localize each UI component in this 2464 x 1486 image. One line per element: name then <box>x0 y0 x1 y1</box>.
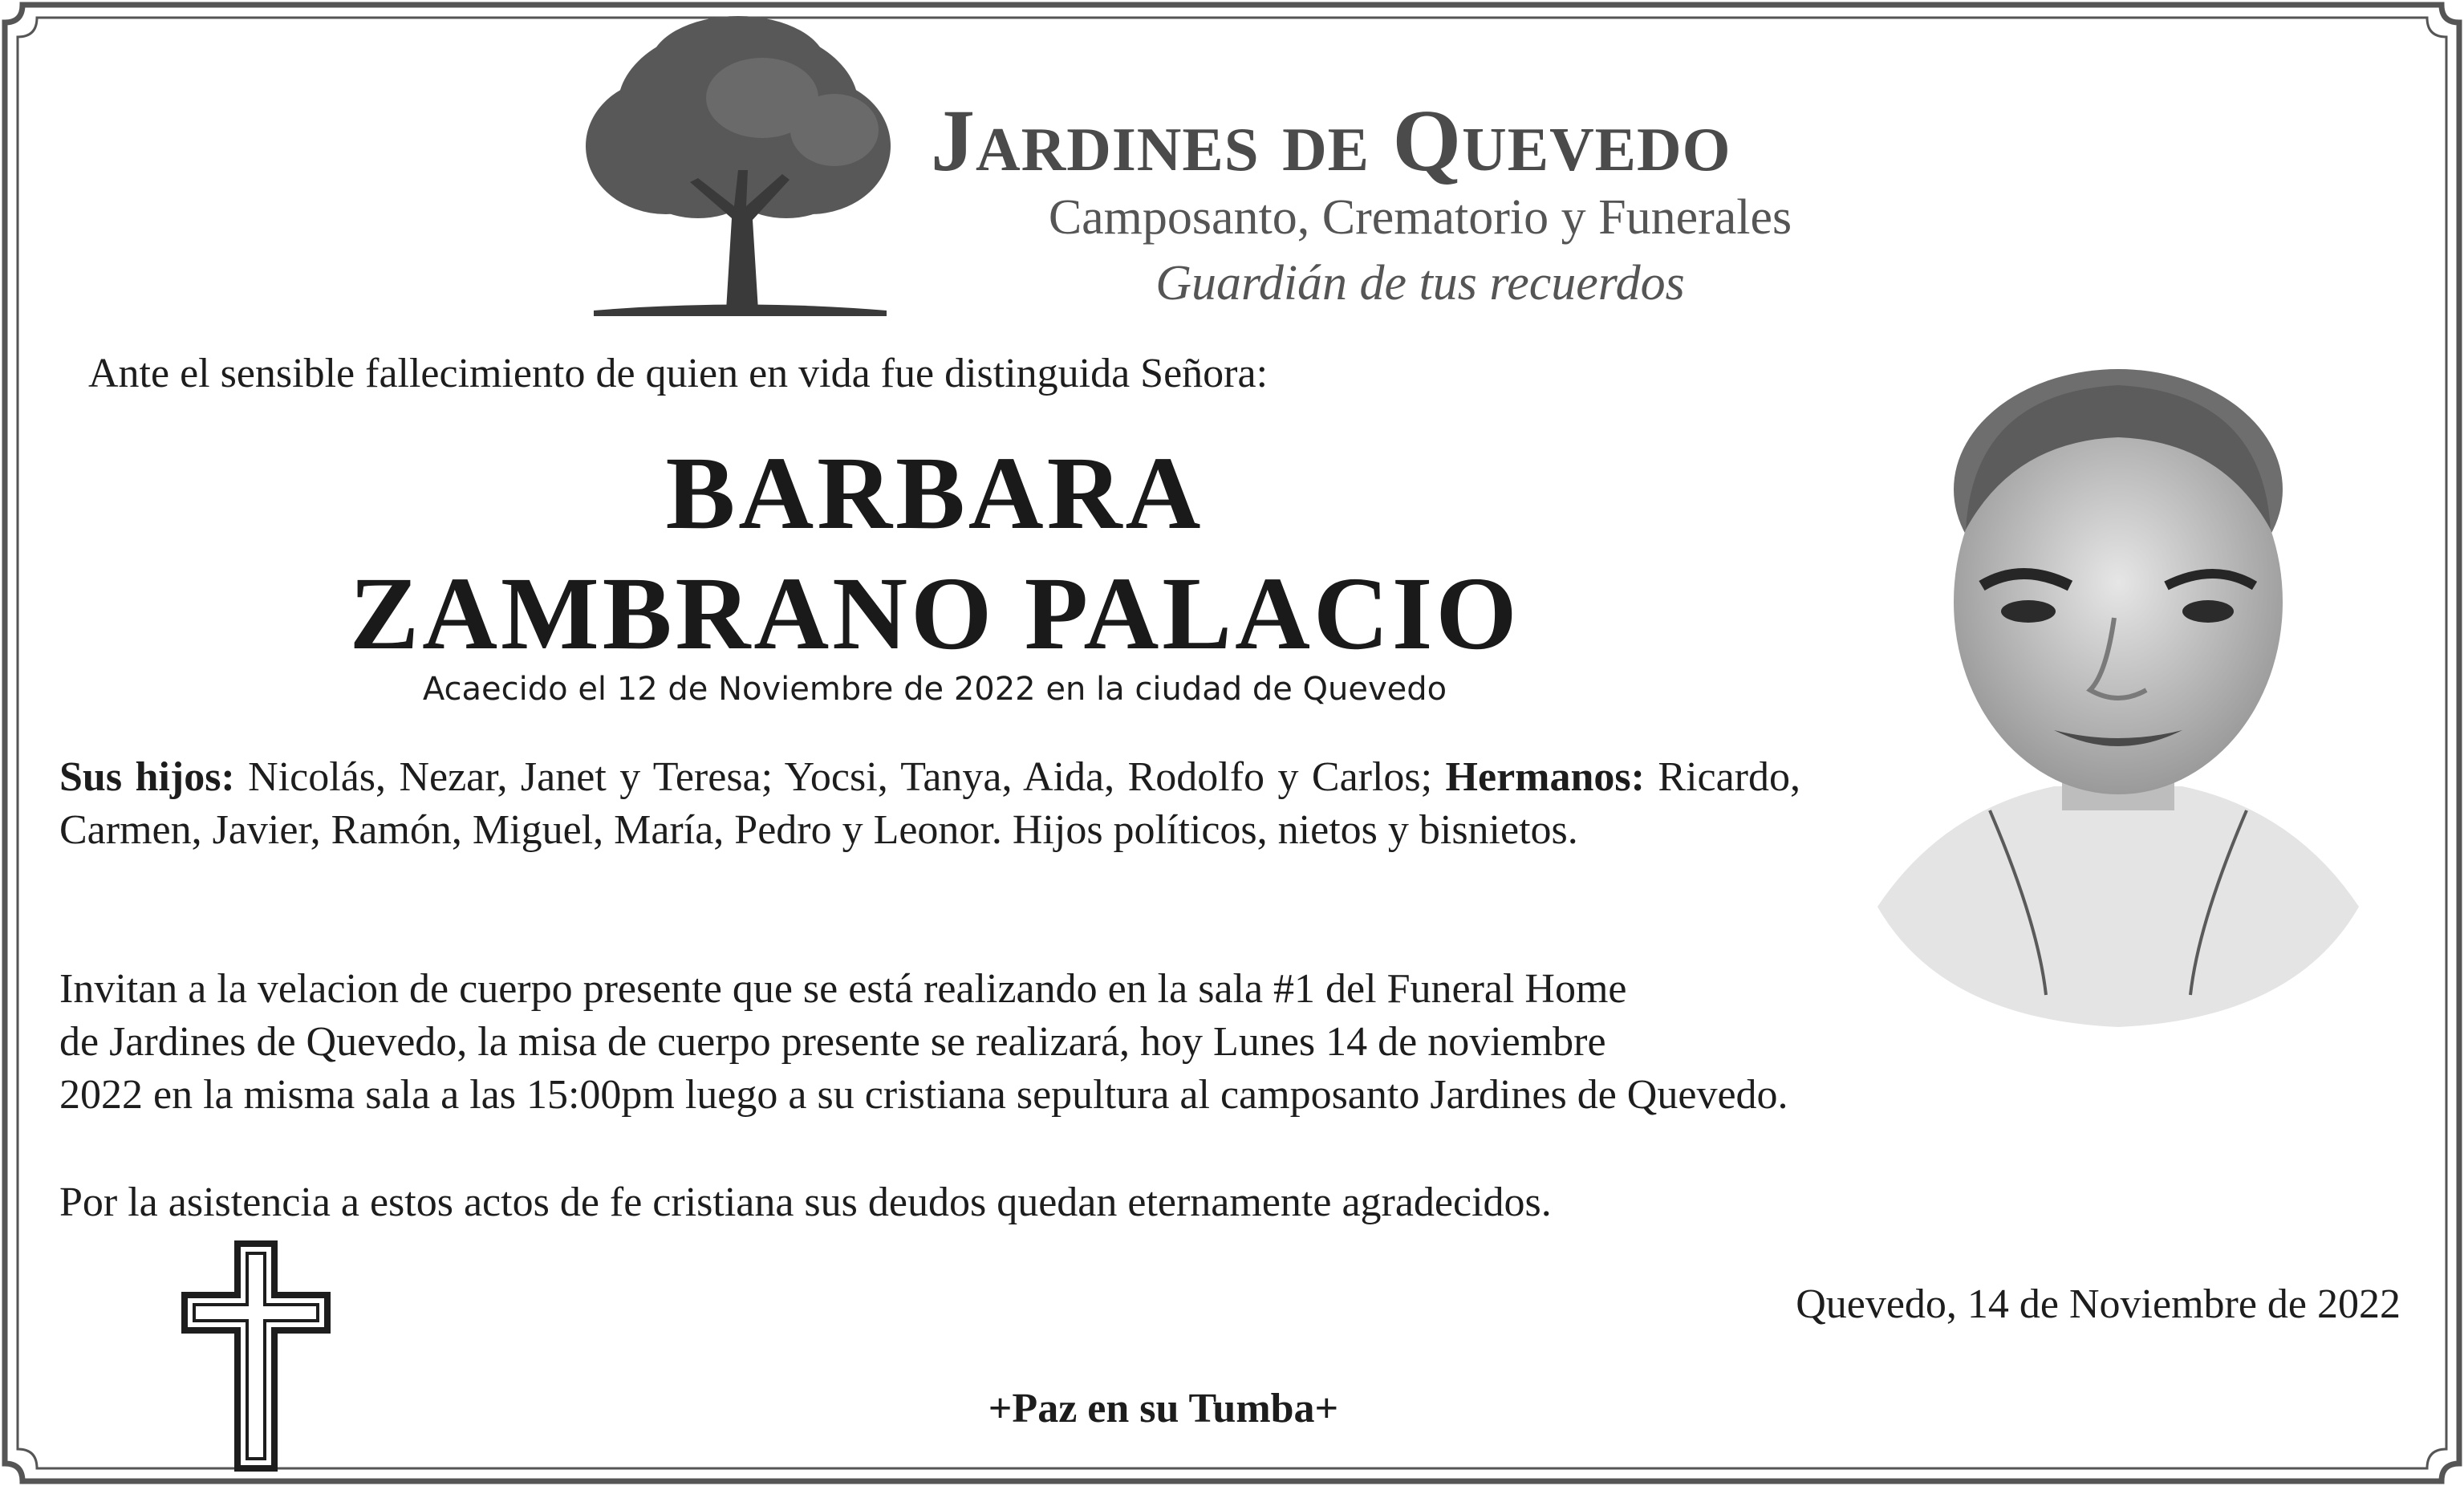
brand-name: Jardines de Quevedo <box>931 91 1731 189</box>
deceased-surnames: ZAMBRANO PALACIO <box>349 556 1520 672</box>
tree-icon <box>578 10 899 323</box>
cross-icon <box>181 1240 331 1472</box>
place-date: Quevedo, 14 de Noviembre de 2022 <box>1796 1281 2401 1327</box>
siblings-label: Hermanos: <box>1445 754 1645 800</box>
intro-text: Ante el sensible fallecimiento de quien en vida fue distinguida Señora: <box>88 351 1269 396</box>
children-label: Sus hijos: <box>59 754 235 800</box>
gratitude-text: Por la asistencia a estos actos de fe cristiana sus deudos quedan eternamente agradecidos. <box>59 1179 1552 1225</box>
portrait-photo <box>1845 361 2391 1043</box>
invitation-line: 2022 en la misma sala a las 15:00pm luego a su cristiana sepultura al camposanto Jardines de Quevedo. <box>59 1072 1788 1118</box>
brand-subtitle: Camposanto, Crematorio y Funerales <box>1048 190 1792 245</box>
brand-motto: Guardián de tus recuerdos <box>1155 256 1685 311</box>
invitation-paragraph <box>59 963 2001 1122</box>
deceased-first-name: BARBARA <box>665 436 1204 551</box>
invitation-line: Invitan a la velacion de cuerpo presente que se está realizando en la sala #1 del Funeral Home <box>59 966 1627 1012</box>
invitation-line: de Jardines de Quevedo, la misa de cuerpo presente se realizará, hoy Lunes 14 de noviembre <box>59 1019 1606 1065</box>
family-paragraph <box>59 751 1800 857</box>
siblings-list: Ricardo, Carmen, Javier, Ramón, Miguel, María, Pedro y Leonor. Hijos políticos, nietos y bisnietos. <box>59 754 1800 853</box>
death-info: Acaecido el 12 de Noviembre de 2022 en la ciudad de Quevedo <box>422 671 1447 708</box>
children-list: Nicolás, Nezar, Janet y Teresa; Yocsi, Tanya, Aida, Rodolfo y Carlos; <box>234 754 1446 800</box>
rip-text: +Paz en su Tumba+ <box>988 1386 1339 1431</box>
